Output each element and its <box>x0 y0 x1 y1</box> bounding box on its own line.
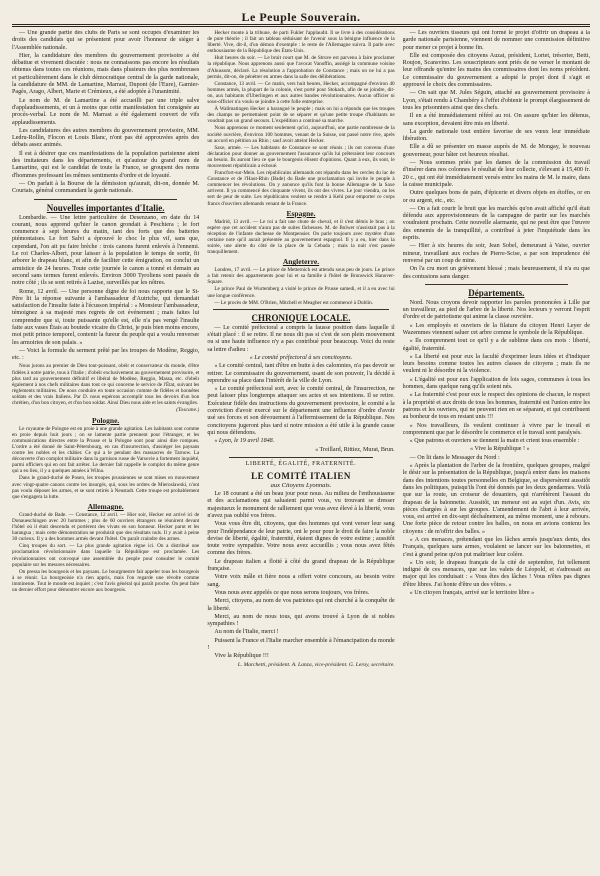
article-paragraph: « Ils comprennent tout ce qu'il y a de sublime dans ces mots : liberté, égalité, fraternité. <box>402 338 590 352</box>
article-paragraph: « Que patrons et ouvriers se tiennent la main et crient tous ensemble : <box>409 438 580 445</box>
article-paragraph: Lombardie. — Une lettre particulière de Desenzano, en date du 14 courant, nous apprend qu'hier le canon grondait à Peschiera ; le fort commence à sept heures du matin, tant des forts que des batteries piémontaises. Le fort Salvi a éprouvé le choc le plus vif, sans que, cependant, l'on ait pu faire brèche : trois canons furent enlevés à l'ennemi. Le roi Charles-Albert, pour laisser à la population le temps de sortir, fit arborer le drapeau blanc, et afin de faciliter cette émigration, on conclut un armistice de 24 heures. Toute cette journée le canon a tonné et demain au second sans termes furent enlevés. Environ 3000 Tyroliens sont passés de notre côté ; ils se sont retirés à Lazise, surveillés par les nôtres. <box>12 214 200 287</box>
article-paragraph: Nous apprenons ce moment seulement qu'ici, aujourd'hui, une partie nombreuse de la société ouvrière, d'environ 100 hommes, venant de la Suisse, ont passé notre rive, après un accord en pétition au Rhin ; sauf avoir atteint Hecker. <box>207 125 395 144</box>
article-paragraph: Dans le grand-duché de Posen, les troupes prussiennes se sont mises en mouvement avec vingt-quatre canons contre les insurgés, qui, sous les ordres de Mieroslawski, n'ont pas voulu déposer les armes, et se sont retirés à Neustadt. Cette troupe est probablement que s'engagera la lutte. <box>12 475 200 500</box>
article-paragraph: Elle a dû se présenter en masse auprès de M. de Mongay, le nouveau gouverneur, pour hâter cet heureux résultat. <box>402 144 590 158</box>
article-paragraph: — On lit dans le Messager du Nord : <box>409 454 500 461</box>
article-paragraph: Votre voix mâle et fière nous a offert votre concours, au besoin votre sang. <box>207 574 395 588</box>
article-paragraph: « Un soir, le drapeau français de la cité de septembre, fut tellement indigné de ces menaces, que sur les valets de Léopold, et s'adressait au major qui les conduisait : « Vous êtes des lâches ! Vous n'êtes pas dignes d'être libres. J'ai honte d'être un des vôtres. » <box>402 559 590 588</box>
article-paragraph: On pressa les bourgeois et les paysans. Le bourgmestre fait appeler tous les bourgeois à se réunir. La bourgeoisie n'a rien appris, mais l'on regarde une révolte comme imminente. Tout le monde est inquiet ; c'est l'avis général qui paraît proche. On peut faire un dernier effort pour démontrer encore aux bourgeois. <box>12 568 200 593</box>
newspaper-title: Le Peuple Souverain. <box>241 10 361 24</box>
article-paragraph: Le drapeau italien a flotté à côté du grand drapeau de la République française. <box>207 558 395 573</box>
article-paragraph: « A ces menaces, prétendant que les lâches armés jusqu'aux dents, des Français, quelques sans armes, voulaient se lancer sur les baïonnettes, et c'est à grand peine qu'on put maîtriser leur colère. <box>402 537 590 558</box>
section-title-italy: Nouvelles importantes d'Italie. <box>46 202 165 213</box>
article-paragraph: « La liberté est pour eux la faculté d'exprimer leurs idées et d'indiquer leurs besoins comme toutes les autres classes de citoyens ; mais ils ne veulent ni le désordre ni la violence. <box>402 353 590 375</box>
article-paragraph: Vous nous avez appelés ce que nous serons toujours, vos frères. <box>214 589 370 596</box>
column-3 <box>403 30 590 868</box>
article-paragraph: Au nom de l'Italie, merci ! <box>214 629 279 636</box>
article-paragraph: — Les ouvriers tisseurs qui ont formé le projet d'offrir un drapeau à la garde nationale parisienne, viennent de nommer une commission définitive pour mener ce projet à bonne fin. <box>402 30 590 51</box>
article-paragraph: Outre quelques bons de pain, d'épicerie et divers objets en étoffes, or en or ou argent, etc., etc. <box>402 190 590 204</box>
columns <box>12 30 590 868</box>
article-paragraph: Rome, 12 avril. — Une personne digne de foi nous rapporte que le St-Père lit la réponse suivante à l'ambassadeur d'Autriche, qui demandait satisfaction de l'insulte faite à l'écusson impérial : « Monsieur l'ambassadeur, témoignez à sa majesté mes regrets de cet événement ; mais faites lui comprendre que si, toute puissante qu'elle est, elle n'a pas vengé l'insulte faite aux vases Étais au boutede vicaire du Christ, je puis bien moins encore, moi petit prince temporel, contenir la fureur du peuple qui a voulu renverser les armoiries de son palais. » <box>12 288 200 346</box>
article-paragraph: — Le comité préfectoral a compris la fausse position dans laquelle il s'était placé : il se retire. Il ne nous dit pas si c'est de son plein mouvement ou si une haute influence n'y a pas contribué pour beaucoup. Voici du reste sa lettre d'adieu : <box>207 324 395 353</box>
letter-signature: « Treillard, Rittiez, Murat, Brun. <box>315 446 395 453</box>
article-paragraph: Constance, 13 avril. — Ce matin, vers huit heures, Hecker, accompagné d'environ 40 hommes armés, la plupart de la colonie, s'est porté pour Stokach, afin de se joindre, dit-on, aux habitants d'Uberlingen et aux autres bandes révolutionnaires. Aucun officier ni sous-officier n'a voulu se joindre à cette folle entreprise. <box>207 80 395 106</box>
article-paragraph: Il est à désirer que ces manifestations de la population parisienne aient des imitateurs dans les départements, et qu'autour du grand nom de Lamartine, qui est le candidat de toute la France, se groupent des noms d'hommes professant les mêmes sentiments d'ordre et de loyauté. <box>12 150 200 179</box>
committee-signature: L. Marchetti, président. A. Lanza, vice-président. G. Leroy, secrétaire. <box>237 661 395 668</box>
committee-title: LE COMITÉ ITALIEN <box>251 471 351 482</box>
motto: LIBERTÉ, ÉGALITÉ, FRATERNITÉ. <box>245 460 357 467</box>
article-paragraph: Vous vous être dit, citoyens, que des hommes qui vont verser leur sang pour l'indépendance de leur patrie, ont le pour pour le droit de faire la noble devise de liberté, égalité, fraternité, étaient dignes de votre estime ; aussitôt toute votre sympathie. Votre nous avez accueillis ; vous nous avez fêtés comme des frères. <box>207 521 395 557</box>
section-title-germany: Allemagne. <box>87 501 124 511</box>
article-paragraph: — On parlait à la Bourse de la démission qu'aurait, dit-on, donnée M. Courtais, général commandant la garde nationale. <box>12 180 200 195</box>
newspaper-page <box>12 6 590 868</box>
article-paragraph: Merci, citoyens, au nom de vos patriotes qui ont cherché à la conquête de la liberté. <box>207 598 395 612</box>
article-paragraph: — Une grande partie des clubs de Paris se sont occupés d'examiner les droits des candidats qui se présentent pour avoir l'honneur de siéger à l'Assemblée nationale. <box>12 30 200 51</box>
article-paragraph: Il en a été immédiatement référé au roi. On assure qu'hier les détenus, sans exception, devaient être mis en liberté. <box>402 113 590 127</box>
article-paragraph: « Les employés et ouvriers de la filature du citoyen Henri Leyer de Wazemmes viennent saluer cet arbre comme le symbole de la République. <box>402 322 590 336</box>
article-paragraph: Madrid, 13 avril. — Le roi a fait une chute de cheval, et il s'est démis le bras ; on espère que cet accident n'aura pas de suites fâcheuses. M. de Bulwer n'assistait pas à la réception de l'infante duchesse de Montpensier. On parle toujours avec mystère d'une certaine note qu'il aurait présentée au gouvernement espagnol. Il y a eu, hier dans la soirée, une alerte du côté de la place de la Cebada ; mais la nuit s'est passée tranquillement. <box>207 218 395 256</box>
letter-heading: « Le comité préfectoral à ses concitoyens. <box>249 354 353 361</box>
section-divider <box>213 309 388 310</box>
section-divider <box>229 457 372 458</box>
article-paragraph: — On a fait courir le bruit que les marchés qu'on avait affiché qu'il était défendu aux approvisionneurs de la campagne de partir sur les marchés voudraient prochain. Cette nouvelle alarmante, qui ne peut être que l'œuvre des ennemis de la tranquillité, a contribué à jeter l'inquiétude dans les esprits. <box>402 205 590 242</box>
article-paragraph: À Wallmatingen Hecker a harangué le peuple ; mais on lui a répondu que les troupes des champs ne permettaient point de se séparer et qu'une petite troupe d'habitants ne voudrait pas un grand secours. L'expédition a continué sa marche. <box>207 106 395 125</box>
letter-date: « Lyon, le 19 avril 1848. <box>214 438 275 445</box>
article-paragraph: — Le procès de MM. O'Brien, Mitchell et Meagher est commencé à Dublin. <box>214 299 374 306</box>
article-paragraph: Saxe, armée. — Les habitants de Constance se sont réunis ; ils ont convenu d'une déclaration pour donner au gouvernement l'assurance qu'ils lui prêteraient leur concours au besoin. Ils auront lieu ce que le bourgeois élisent d'opinions. Quant à eux, ils sont, le mouvement républicain a échoué. <box>207 144 395 169</box>
article-paragraph: Hecker monte à la tribune, de parti Fukler l'applaudit. Il se livre à des considérations de pure théorie ; il fait un tableau séduisant de l'avenir sous la bénigne influence de la liberté. Vive, dit-il, d'un démon d'exemple : le reste de l'Allemagne suivra. Il parle avec enthousiasme de la République des États-Unis. <box>207 30 395 55</box>
article-paragraph: — Voici la formule du serment prêté par les troupes de Modène, Reggio, etc. : <box>12 347 200 362</box>
section-title-spain: Espagne. <box>286 208 316 218</box>
oath-signoff: (Toscane.) <box>176 407 200 414</box>
article-paragraph: Le 18 courant a été un beau jour pour nous. Au milieu de l'enthousiasme et des acclamations qui saluaient parmi vous, vu trouvant se dresser majestueux le monument de ralliement que vous avez élevé à la liberté, vous n'avez pas oublié vos frères. <box>207 491 395 519</box>
article-paragraph: « Le comité central, tant d'être en butte à des calomnies, n'a pas devoir se retirer. Le commissaire du gouvernement, usant de son pouvoir, l'a décidé à reprendre sa place dans l'intérêt de la ville de Lyon. <box>207 363 395 384</box>
article-paragraph: — On sait que M. Jules Séguin, attaché au gouvernement provisoire à Lyon, s'était rendu à Chambéry à l'effet d'obtenir le prompt élargissement de tous les prisonniers ainsi que des chefs. <box>402 90 590 111</box>
article-paragraph: Cinq troupes du sort. — La plus grande agitation règne ici. On a distribué une proclamation révolutionnaire dans laquelle la République est proclamée. Les révolutionnaires ont convoqué une assemblée du peuple pour consulter le comité populaire sur les mesures nécessaires. <box>12 543 200 568</box>
article-paragraph: « Vive la République ! » <box>470 446 530 453</box>
article-paragraph: « Le comité préfectoral sort, avec le comité central, de l'insurrection, ne peut laisser plus longtemps attaquer ses actes et ses intentions. Il se retire. Exécuteur fidèle des instructions du gouvernement provisoire, le comité a la conviction d'avoir exercé sur le département une influence d'ordre d'avoir usé ses forces et son dévouement à l'affermissement de la République. Nos concitoyens jugeront plus tard si notre mission a été utile à la grande cause qui nous défendons. <box>207 386 395 436</box>
article-paragraph: — Nous sommes priés par les dames de la commission du travail d'insérer dans nos colonnes le résultat de leur collecte, s'élevant à 15,400 fr. 20 c., qui ont été immédiatement versés entre les mains de M. le maire, dans la caisse municipale. <box>402 160 590 188</box>
article-paragraph: « Après la plantation de l'arbre de la frontière, quelques groupes, malgré le désir sur la présentation de la République, jusqu'à entrer dans les maisons dans des intentions toutes personnelles en Belgique, se dispersèrent aussitôt dans les politiques, puisqu'ils l'ont été donnés par les deux gendarmes. Voilà que sur la route, un croiseur de douaniers, qui n'arrêtèrent l'assaut du drapeau de la baïonnette. Aussitôt, un meneur est au sujet d'un. Avis, six pièces chargées à sur les groupes. L'amendement de l'abri à leur arrivée, vous, est arrivé en dix-sept déchaînement, au même moment, une à rebours. Une forte pièce de retour contre les balles, on nous en avions contenu les citoyens : de m'offrir des balles. » <box>402 463 590 535</box>
article-paragraph: Puissent la France et l'Italie marcher ensemble à l'émancipation du monde ! <box>207 637 395 652</box>
article-paragraph: « L'égalité est pour eux l'application de lois sages, communes à tous les hommes, dans quelque rang qu'ils soient nés. <box>402 376 590 391</box>
section-title-poland: Pologne. <box>92 415 120 425</box>
article-paragraph: « Nos travailleurs, ils veulent continuer à vivre par le travail et comprennent que par le désordre le commerce et le travail sont paralysés. <box>402 422 590 436</box>
article-paragraph: Nord. Nous croyons devoir rapporter les paroles prononcées à Lille par un travailleur, au pied de l'arbre de la liberté. Nos lecteurs y verront l'esprit d'ordre et de patriotisme qui anime la classe ouvrière. <box>402 299 590 321</box>
section-title-departements: Départements. <box>468 287 525 298</box>
article-paragraph: On l'a cru mort un grièvement blessé ; mais heureusement, il n'a eu que des contusions sans danger. <box>402 266 590 280</box>
article-paragraph: Le prince Paul de Wurtemberg a visité le prince de Prusse samedi, et il a eu avec lui une longue conférence. <box>207 286 395 299</box>
article-paragraph: Elle est composée des citoyens Auzat, président, Lortet, trésorier, Betti, Roujon, Scansvino. Les souscripteurs sont priés de ne verser le montant de leur offrande qu'entre les mains des commissaires dont les noms précèdent. Le commissaire du gouvernement a adopté le projet dont il s'agit et approuvé le choix des commissaires. <box>402 52 590 89</box>
oath-text: Nous jurons au premier de Dieu tout-puissant, obéir et conservateur du monde, d'être fidèles à notre patrie, tous à l'Italie ; d'obéir exclusivement au gouvernement provisoire, et plus tard au gouvernement définitif et libéral de Modène, Reggio, Massa, etc. d'obéir également à nos chefs militaires dans tout ce qui concerne le service de l'État, suivant les règlements militaires. De nous conduire en toute occasion comme de fidèles et honnêtes soldats et des vrais Italiens. Par D. nous espérons accomplir tous les devoirs d'un bon chrétien, d'un bon citoyen, et d'un bon soldat. Ainsi Dieu nous aide et les saints évangiles. <box>12 363 200 407</box>
section-divider <box>425 284 568 285</box>
article-paragraph: Hier, la candidature des membres du gouvernement provisoire a été débattue et vivement discutée : nous ne connaissons pas encore les résultats obtenus dans toutes ces réunions, mais dans plusieurs des plus nombreuses et particulièrement dans le club démocratique central de la garde nationale, la candidature de MM. de Lamartine, Marrast, Dupont (de l'Eure), Garnier-Pagès, Arago, Albert, Marie et Crémieux, a été adoptée à l'unanimité. <box>12 52 200 96</box>
column-2 <box>207 30 394 868</box>
article-paragraph: Le royaume de Pologne est en proie à une grande agitation. Les habitants sont comme en proie depuis huit jours ; on se lamente partie prennent pour l'étranger, et les communications directes entre la Prusse et la Pologne sont pour ainsi dire rompues. L'ordre a été donné de Saint-Pétersbourg, en cas d'insurrection, d'assiéger les paysans contre les nobles et les châtier. Ce qui a le pendant des massacres de Tarnow. La découverte d'un complot militaire dans la garnison russe de Varsovie a fortement inquiété, parmi officiers qui en ont fait arrêter. Le dernier fait rappelle le complot du même genre qui a eu lieu, il y a quelques années à Wilna. <box>12 425 200 475</box>
article-paragraph: La garde nationale tout entière favorise de ses vœux leur immédiate libération. <box>402 128 590 143</box>
article-paragraph: Grand-duché de Bade. — Constance, 12 avril. — Hier soir, Hecker est arrivé ici de Donaueschingen avec 20 hommes ; plus de 60 ouvriers étrangers se réunirent devant l'hôtel où il était descendu et portèrent des vivats en son honneur. Hecker parut et les harangua ; mais cette démonstration ne produisit que des résultats nuls. Il y avait à peine 30 curieux. Il y a des hommes armés devant l'hôtel. On paraît craindre des armes. <box>12 511 200 543</box>
article-paragraph: Les candidatures des autres membres du gouvernement provisoire, MM. Ledru-Rollin, Flocon et Louis Blanc, n'ont pas été approuvées après des débats assez animés. <box>12 127 200 149</box>
article-paragraph: Francfort-sur-Mein. Les républicains allemands ont répandu dans les cercles du lac de Constance et de l'Haut-Rhin (Bade) du Bade une proclamation qui invite le peuple à commencer les révolutions. On y annonce qu'ils font la bonne Allemagne de la Saxe arrivent. Il ya commencé des cinquante vivent, ils ont des vivres. Le jour viendra, on les sert de peur de suite. Les républicains veulent se rendre à Kehl pour emporter ce corps francs d'ouvriers allemands venant de la France. <box>207 170 395 207</box>
section-title-england: Angleterre. <box>282 257 320 267</box>
section-title-local: CHRONIQUE LOCALE. <box>251 312 351 323</box>
article-paragraph: Vive la République !!! <box>214 653 269 660</box>
masthead <box>12 6 590 25</box>
committee-subtitle: aux Citoyens Lyonnais. <box>270 482 332 490</box>
article-paragraph: Merci, au nom de nous tous, qui avons trouvé à Lyon de si nobles sympathies ! <box>207 613 395 628</box>
article-paragraph: Le nom de M. de Lamartine a été accueilli par une triple salve d'applaudissements, et un à moins que cette manifestation fut consignée au procès-verbal. Le nom de M. Marrast a été également couvert de vifs applaudissements. <box>12 97 200 126</box>
article-paragraph: « Un citoyen français, arrivé sur le territoire libre » <box>409 590 535 597</box>
article-paragraph: Huit heures du soir. — Le bruit court que M. de Struve est parvenu à faire proclamer la république. Nous apprenons aussi que l'avocat Vanoffin, assiégé la commune voisine d'Ahussum, déclaré. La résolution a l'approbation de Constance ; mais on ne lui a pas permis, dit-on, de pénétrer en armes dans la salle des délibérations. <box>207 55 395 80</box>
masthead-rule <box>12 26 590 27</box>
article-paragraph: — Hier à six heures du soir, Jean Sobel, demeurant à Vaise, ouvrier mineur, travaillant aux roches de Pierre-Scise, a par son imprudence été renversé par un coup de mine. <box>402 243 590 264</box>
article-paragraph: Londres, 17 avril. — Le prince de Metternich est attendu sous peu de jours. Le prince a fait retenir des appartements pour lui et sa famille à l'hôtel de Brunswick Hanover-Square. <box>207 267 395 286</box>
column-1 <box>12 30 199 868</box>
section-divider <box>34 199 177 200</box>
article-paragraph: « La fraternité c'est pour eux le respect des opinions de chacun, le respect à la propriété et aux droits de tous les hommes, fraternité est l'union entre les patrons et les ouvriers, qui ne peuvent rien en se séparant, et qui contribuent au bonheur de tous en restant unis !!! <box>402 392 590 421</box>
